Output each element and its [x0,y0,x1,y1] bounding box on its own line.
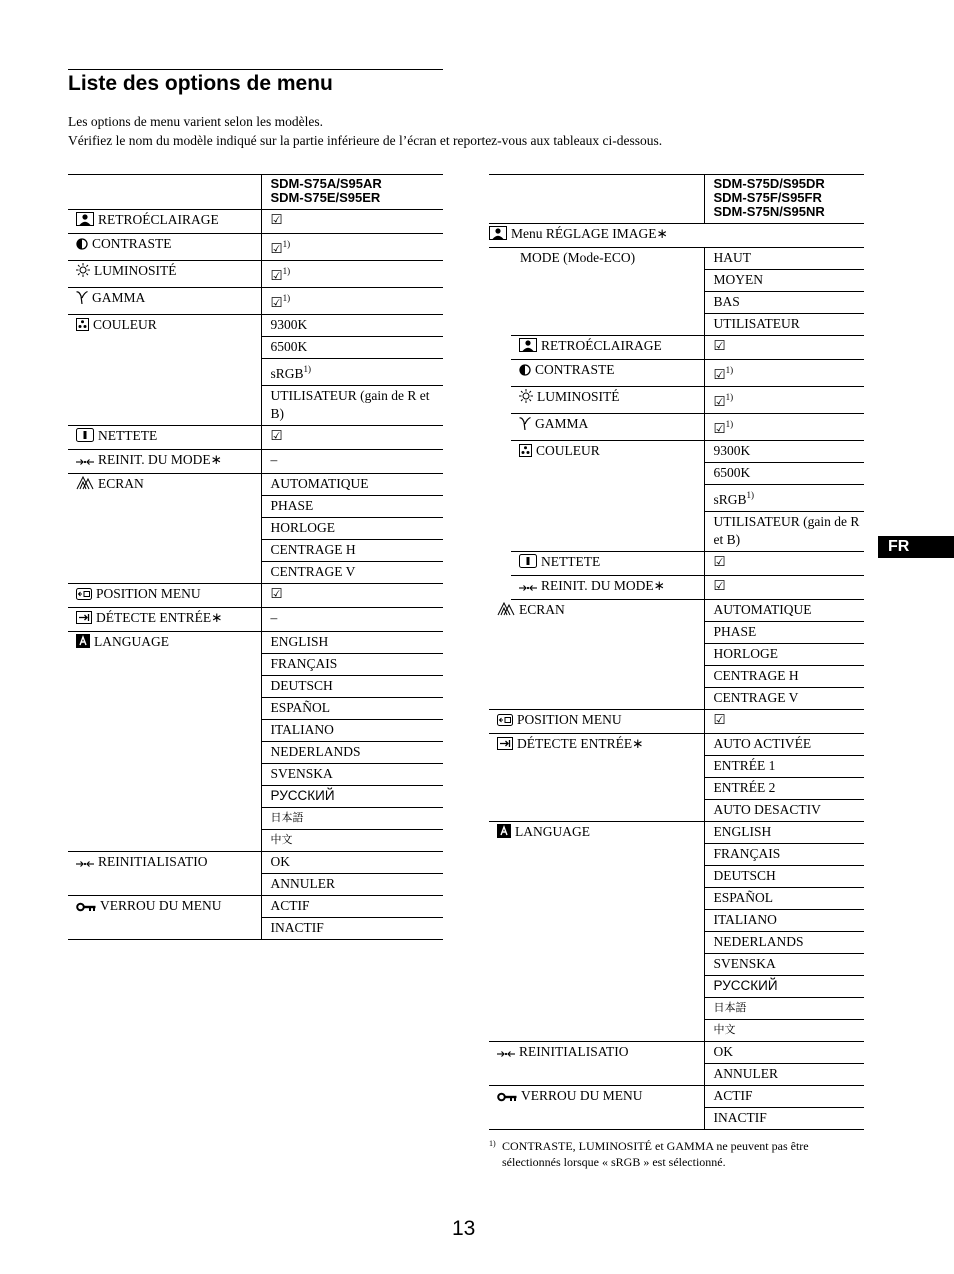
table-row: REINITIALISATIO OK [489,1042,864,1064]
table-row: COULEUR 9300K [68,315,443,337]
gamma-icon [519,416,531,435]
footnote-ref: 1) [282,293,291,303]
title-rule [68,69,443,70]
table-row: VERROU DU MENU ACTIF [489,1086,864,1108]
table-row: MODE (Mode-ECO) HAUT [489,248,864,270]
language-tab-fr: FR [878,536,954,558]
table-row: ECRAN AUTOMATIQUE [68,474,443,496]
table-row: CENTRAGE H [489,666,864,688]
check-mark: ☑ [261,426,443,450]
check-mark: ☑ [704,710,864,734]
key-icon [76,899,96,917]
table-row: ESPAÑOL [68,698,443,720]
table-row: DEUTSCH [489,866,864,888]
table-row: CONTRASTE ☑$^{1)}$ [489,360,864,387]
table-row: VERROU DU MENU ACTIF [68,896,443,918]
table-row: COULEUR 9300K [489,441,864,463]
contrast-icon [76,237,88,255]
menu-position-icon [497,713,513,731]
footnote-ref: 1) [303,364,312,374]
table-row: ENTRÉE 2 [489,778,864,800]
footnote-ref: 1) [746,490,755,500]
table-row: RETROÉCLAIRAGE ☑ [489,336,864,360]
table-row: LANGUAGE ENGLISH [68,632,443,654]
menu-table-2 [489,174,864,1130]
dash: – [261,450,443,474]
table-row: NETTETE ☑ [68,426,443,450]
footnote-ref: 1) [282,239,291,249]
table-row: ANNULER [68,874,443,896]
table-row: 6500K [489,463,864,485]
table-row: SVENSKA [489,954,864,976]
table-row: sRGB$^{1)}$ [68,359,443,386]
reset-icon [497,1045,515,1063]
table-row: ITALIANO [489,910,864,932]
table-row: DÉTECTE ENTRÉE∗ – [68,608,443,632]
table-row: REINIT. DU MODE∗ – [68,450,443,474]
check-mark: ☑ [270,295,283,310]
footnote-text: CONTRASTE, LUMINOSITÉ et GAMMA ne peuvent pas être sélectionnés lorsque « sRGB » est sélectionné. [502,1139,809,1169]
table-row: CENTRAGE V [68,562,443,584]
check-mark: ☑ [713,394,726,409]
table-row: UTILISATEUR (gain de R et B) [68,386,443,426]
footnote [489,1138,864,1170]
input-sensing-icon [497,737,513,755]
table-header [68,175,443,210]
table-row: LANGUAGE ENGLISH [489,822,864,844]
table-row: FRANÇAIS [68,654,443,676]
page-number: 13 [452,1217,476,1240]
color-icon [519,444,532,462]
screen-icon [497,602,515,621]
check-mark: ☑ [270,241,283,256]
table-row: РУССКИЙ [489,976,864,998]
table-row: 日本語 [68,808,443,830]
backlight-icon [76,212,94,231]
check-mark: ☑ [704,336,864,360]
table-row: Menu RÉGLAGE IMAGE∗ [489,224,864,248]
table-row: SVENSKA [68,764,443,786]
check-mark: ☑ [270,268,283,283]
table-row: 6500K [68,337,443,359]
table-row: UTILISATEUR (gain de R et B) [489,512,864,552]
footnote-ref: 1) [282,266,291,276]
table-row: NETTETE ☑ [489,552,864,576]
table-row: NEDERLANDS [68,742,443,764]
check-mark: ☑ [704,552,864,576]
footnote-ref: 1) [725,392,734,402]
check-mark: ☑ [261,210,443,234]
table-row: FRANÇAIS [489,844,864,866]
check-mark: ☑ [704,576,864,600]
brightness-icon [519,389,533,408]
contrast-icon [519,363,531,381]
sharpness-icon [519,554,537,573]
screen-icon [76,476,94,495]
table-row: INACTIF [68,918,443,940]
table-row: REINITIALISATIO OK [68,852,443,874]
table-row: UTILISATEUR [489,314,864,336]
reset-icon [519,579,537,597]
reset-icon [76,855,94,873]
table-row: AUTO DESACTIV [489,800,864,822]
table-row: CENTRAGE V [489,688,864,710]
table-row: LUMINOSITÉ ☑$^{1)}$ [489,387,864,414]
dash: – [261,608,443,632]
sharpness-icon [76,428,94,447]
table-row: ENTRÉE 1 [489,756,864,778]
table-header [489,175,864,224]
table-row: DEUTSCH [68,676,443,698]
table-row: NEDERLANDS [489,932,864,954]
table-row: LUMINOSITÉ ☑$^{1)}$ [68,261,443,288]
table-row: ECRAN AUTOMATIQUE [489,600,864,622]
table-row: REINIT. DU MODE∗ ☑ [489,576,864,600]
table-row: HORLOGE [489,644,864,666]
table-row: POSITION MENU ☑ [489,710,864,734]
table-row: 日本語 [489,998,864,1020]
brightness-icon [76,263,90,282]
table-row: PHASE [68,496,443,518]
table-row: RETROÉCLAIRAGE ☑ [68,210,443,234]
check-mark: ☑ [713,421,726,436]
backlight-icon [519,338,537,357]
model-header: SDM-S75A/S95AR SDM-S75E/S95ER [261,175,443,210]
table-row: РУССКИЙ [68,786,443,808]
reset-icon [76,453,94,471]
footnote-ref: 1) [725,419,734,429]
language-icon [76,634,90,653]
picture-adjust-icon [489,226,507,245]
table-row: BAS [489,292,864,314]
table-row: POSITION MENU ☑ [68,584,443,608]
table-row: ESPAÑOL [489,888,864,910]
footnote-mark: 1) [489,1139,496,1148]
input-sensing-icon [76,611,92,629]
model-header: SDM-S75D/S95DR SDM-S75F/S95FR SDM-S75N/S95NR [704,175,864,224]
check-mark: ☑ [713,367,726,382]
table-row: DÉTECTE ENTRÉE∗ AUTO ACTIVÉE [489,734,864,756]
footnote-ref: 1) [725,365,734,375]
color-icon [76,318,89,336]
intro-text [68,112,662,150]
menu-table-1 [68,174,443,940]
table-row: HORLOGE [68,518,443,540]
language-icon [497,824,511,843]
table-row: GAMMA ☑$^{1)}$ [68,288,443,315]
table-row: ANNULER [489,1064,864,1086]
intro-line-1: Les options de menu varient selon les modèles. [68,114,323,129]
table-row: GAMMA ☑$^{1)}$ [489,414,864,441]
table-row: 中文 [68,830,443,852]
menu-position-icon [76,587,92,605]
table-row: ITALIANO [68,720,443,742]
table-row: sRGB$^{1)}$ [489,485,864,512]
key-icon [497,1089,517,1107]
table-row: CONTRASTE ☑$^{1)}$ [68,234,443,261]
table-row: INACTIF [489,1108,864,1130]
check-mark: ☑ [261,584,443,608]
table-row: PHASE [489,622,864,644]
table-row: CENTRAGE H [68,540,443,562]
page-title: Liste des options de menu [68,72,333,95]
gamma-icon [76,290,88,309]
table-row: MOYEN [489,270,864,292]
table-row: 中文 [489,1020,864,1042]
intro-line-2: Vérifiez le nom du modèle indiqué sur la partie inférieure de l’écran et reportez-vous aux tableaux ci-dessous. [68,133,663,148]
